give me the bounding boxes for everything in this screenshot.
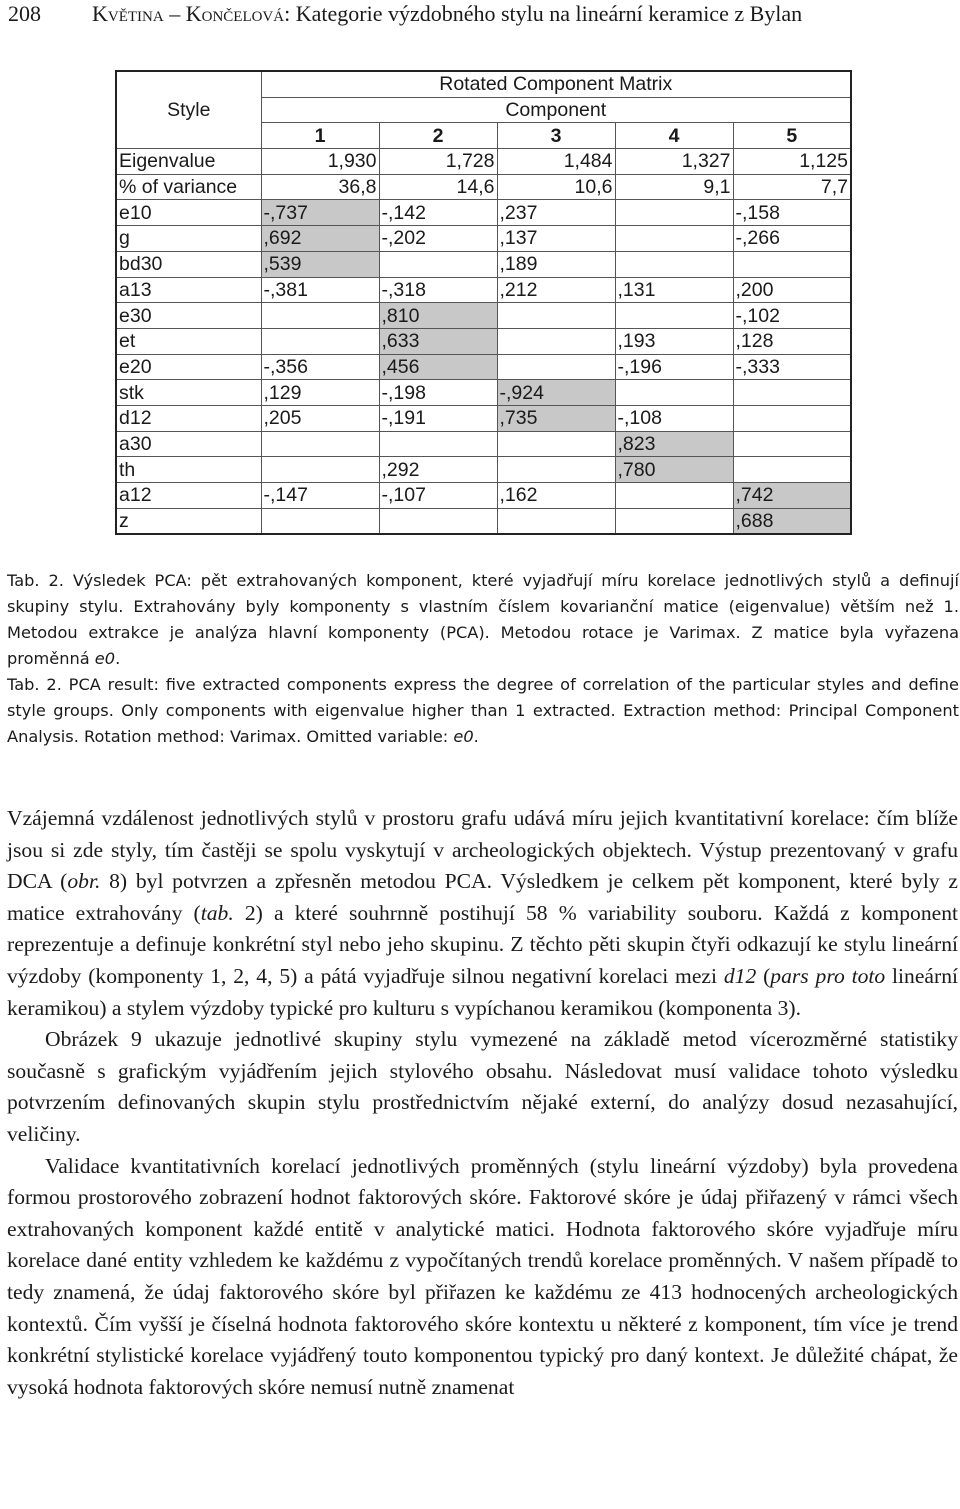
loading-cell: -,381 <box>261 277 379 303</box>
style-header: Style <box>116 97 261 123</box>
stat-value: 1,728 <box>379 149 497 175</box>
loading-cell <box>379 251 497 277</box>
style-label: a30 <box>116 431 261 457</box>
loading-cell <box>615 483 733 509</box>
loading-cell <box>615 251 733 277</box>
loading-cell: ,193 <box>615 328 733 354</box>
stat-row <box>116 174 851 200</box>
loading-cell: ,688 <box>733 508 851 534</box>
component-index: 4 <box>615 123 733 149</box>
style-label: et <box>116 328 261 354</box>
author-1: Květina <box>92 1 164 26</box>
p1-part-c: 2) a které souhrnně postihují 58 % variability souboru. Každá z komponent reprezentuje a definuje konkrétní styl nebo jeho skupinu. Z těchto pěti skupin čtyři odkazují ke stylu lineární výzdoby (komponenty 1, 2, 4, 5) a pátá vyjadřuje silnou negativní korelaci mezi <box>7 900 958 988</box>
loading-cell: ,735 <box>497 405 615 431</box>
loading-cell <box>615 508 733 534</box>
loading-cell: -,147 <box>261 483 379 509</box>
stat-value: 10,6 <box>497 174 615 200</box>
loading-cell <box>733 431 851 457</box>
index-corner <box>116 123 261 149</box>
style-label: e20 <box>116 354 261 380</box>
loading-cell: -,191 <box>379 405 497 431</box>
loading-cell <box>615 303 733 329</box>
loading-cell: -,333 <box>733 354 851 380</box>
loading-cell: ,742 <box>733 483 851 509</box>
loading-cell: ,200 <box>733 277 851 303</box>
stat-value: 1,930 <box>261 149 379 175</box>
component-index: 1 <box>261 123 379 149</box>
loading-cell: ,212 <box>497 277 615 303</box>
stat-label: Eigenvalue <box>116 149 261 175</box>
caption-english <box>7 672 959 750</box>
loading-cell: ,131 <box>615 277 733 303</box>
loading-cell: -,108 <box>615 405 733 431</box>
table-row <box>116 200 851 226</box>
p1-part-a: Vzájemná vzdálenost jednotlivých stylů v prostoru grafu udává míru jejich kvantitativní korelace: čím blíže jsou si zde styly, tím častěji se spolu vyskytují v archeologických objektech. Výstup prezentovaný v grafu DCA ( <box>7 806 958 894</box>
p1-d12: d12 <box>723 963 757 988</box>
component-index: 5 <box>733 123 851 149</box>
loading-cell: ,456 <box>379 354 497 380</box>
table-row <box>116 277 851 303</box>
style-label: e10 <box>116 200 261 226</box>
loading-cell: ,128 <box>733 328 851 354</box>
stat-value: 36,8 <box>261 174 379 200</box>
paragraph-3: Validace kvantitativních korelací jednotlivých proměnných (stylu lineární výzdoby) byla provedena formou prostorového zobrazení hodnot faktorových skóre. Faktorové skóre je údaj přiřazený v rámci všech extrahovaných komponent každé entitě v analytické matici. Hodnota faktorového skóre vyjadřuje míru korelace dané entity vzhledem ke každému z vypočítaných trendů korelace proměnných. V našem případě to tedy znamená, že údaj faktorového skóre byl přiřazen ke každému ze 413 hodnocených archeologických kontextů. Čím vyšší je číselná hodnota faktorového skóre kontextu u některé z komponent, tím více je trend konkrétní stylistické korelace vyjádřený touto komponentou typický pro daný kontext. Je důležité chápat, že vysoká hodnota faktorových skóre nemusí nutně znamenat <box>7 1153 958 1399</box>
loading-cell <box>733 380 851 406</box>
table-row <box>116 226 851 252</box>
loading-cell: -,924 <box>497 380 615 406</box>
loading-cell: -,356 <box>261 354 379 380</box>
running-title: : Kategorie výzdobného stylu na lineární keramice z Bylan <box>284 1 803 26</box>
component-header: Component <box>261 97 851 123</box>
loading-cell: ,539 <box>261 251 379 277</box>
loading-cell: ,823 <box>615 431 733 457</box>
caption-czech-text: Tab. 2. Výsledek PCA: pět extrahovaných komponent, které vyjadřují míru korelace jednotlivých stylů a definují skupiny stylu. Extrahovány byly komponenty s vlastním číslem kovarianční matice (eigenvalue) větším než 1. Metodou extrakce je analýza hlavní komponenty (PCA). Metodou rotace je Varimax. Z matice byla vyřazena proměnná <box>7 571 959 668</box>
style-label: bd30 <box>116 251 261 277</box>
table-title: Rotated Component Matrix <box>261 71 851 97</box>
p1-part-b: 8) byl potvrzen a zpřesněn metodou PCA. Výsledkem je celkem pět komponent, které byly z matice extrahovány ( <box>7 869 958 925</box>
loading-cell: -,102 <box>733 303 851 329</box>
loading-cell: ,137 <box>497 226 615 252</box>
p1-part-d: ( <box>756 963 771 988</box>
stat-value: 9,1 <box>615 174 733 200</box>
style-label: a13 <box>116 277 261 303</box>
author-separator: – <box>163 1 186 26</box>
loading-cell: -,158 <box>733 200 851 226</box>
loading-cell: ,129 <box>261 380 379 406</box>
caption-czech-end: . <box>115 649 121 668</box>
loading-cell <box>379 431 497 457</box>
loading-cell <box>497 431 615 457</box>
caption-czech <box>7 568 959 672</box>
stat-value: 1,484 <box>497 149 615 175</box>
style-label: a12 <box>116 483 261 509</box>
component-index: 2 <box>379 123 497 149</box>
style-label: d12 <box>116 405 261 431</box>
style-label: z <box>116 508 261 534</box>
loading-cell: ,205 <box>261 405 379 431</box>
loading-cell: ,810 <box>379 303 497 329</box>
stat-row <box>116 149 851 175</box>
loading-cell: -,202 <box>379 226 497 252</box>
p1-tab: tab. <box>200 900 234 925</box>
stat-label: % of variance <box>116 174 261 200</box>
loading-cell <box>261 303 379 329</box>
loading-cell: ,692 <box>261 226 379 252</box>
caption-english-end: . <box>473 727 479 746</box>
loading-cell: -,318 <box>379 277 497 303</box>
caption-czech-variable: e0 <box>94 649 116 668</box>
paragraph-2: Obrázek 9 ukazuje jednotlivé skupiny stylu vymezené na základě metod vícerozměrné statistiky současně s grafickým vyjádřením jejich stylového obsahu. Následovat musí validace tohoto výsledku potvrzením definovaných skupin stylu prostřednictvím nějaké externí, do analýzy dosud nezasahující, veličiny. <box>7 1027 958 1146</box>
p1-obr: obr. <box>67 869 101 894</box>
loading-cell <box>497 303 615 329</box>
table-row <box>116 405 851 431</box>
table-row <box>116 328 851 354</box>
stat-value: 1,327 <box>615 149 733 175</box>
table-row <box>116 251 851 277</box>
style-label: g <box>116 226 261 252</box>
running-header <box>8 0 958 30</box>
page-number: 208 <box>8 1 41 26</box>
loading-cell: -,196 <box>615 354 733 380</box>
loading-cell: ,780 <box>615 457 733 483</box>
paragraph-1 <box>7 803 958 1024</box>
p1-pars-pro-toto: pars pro toto <box>770 963 886 988</box>
loading-cell <box>497 457 615 483</box>
table-row <box>116 303 851 329</box>
caption-english-text: Tab. 2. PCA result: five extracted components express the degree of correlation of the particular styles and define style groups. Only components with eigenvalue higher than 1 extracted. Extraction method: Principal Component Analysis. Rotation method: Varimax. Omitted variable: <box>7 675 959 746</box>
loading-cell: ,292 <box>379 457 497 483</box>
loading-cell <box>497 328 615 354</box>
p1-part-e: lineární keramikou) a stylem výzdoby typické pro kulturu s vypíchanou keramikou (komponenta 3). <box>7 963 958 1020</box>
loading-cell: -,266 <box>733 226 851 252</box>
stat-value: 1,125 <box>733 149 851 175</box>
table-row <box>116 508 851 534</box>
component-index: 3 <box>497 123 615 149</box>
loading-cell <box>497 354 615 380</box>
loading-cell <box>379 508 497 534</box>
table-row <box>116 354 851 380</box>
loading-cell <box>733 405 851 431</box>
caption-english-variable: e0 <box>453 727 474 746</box>
loading-cell <box>261 457 379 483</box>
style-label: th <box>116 457 261 483</box>
loading-cell <box>497 508 615 534</box>
loading-cell <box>261 328 379 354</box>
loading-cell <box>733 457 851 483</box>
loading-cell: -,107 <box>379 483 497 509</box>
loading-cell <box>733 251 851 277</box>
loading-cell: ,633 <box>379 328 497 354</box>
loading-cell <box>615 226 733 252</box>
stat-value: 14,6 <box>379 174 497 200</box>
stat-value: 7,7 <box>733 174 851 200</box>
loading-cell: ,237 <box>497 200 615 226</box>
table-row <box>116 380 851 406</box>
table-corner <box>116 71 261 97</box>
loading-cell: -,737 <box>261 200 379 226</box>
loading-cell <box>615 380 733 406</box>
table-row <box>116 483 851 509</box>
loading-cell: -,198 <box>379 380 497 406</box>
loading-cell: ,189 <box>497 251 615 277</box>
loading-cell: ,162 <box>497 483 615 509</box>
loading-cell <box>615 200 733 226</box>
author-2: Končelová <box>185 1 285 26</box>
rotated-component-matrix <box>115 70 852 535</box>
loading-cell: -,142 <box>379 200 497 226</box>
table-row <box>116 457 851 483</box>
style-label: stk <box>116 380 261 406</box>
body-text <box>7 803 958 1403</box>
table-row <box>116 431 851 457</box>
loading-cell <box>261 508 379 534</box>
loading-cell <box>261 431 379 457</box>
style-label: e30 <box>116 303 261 329</box>
